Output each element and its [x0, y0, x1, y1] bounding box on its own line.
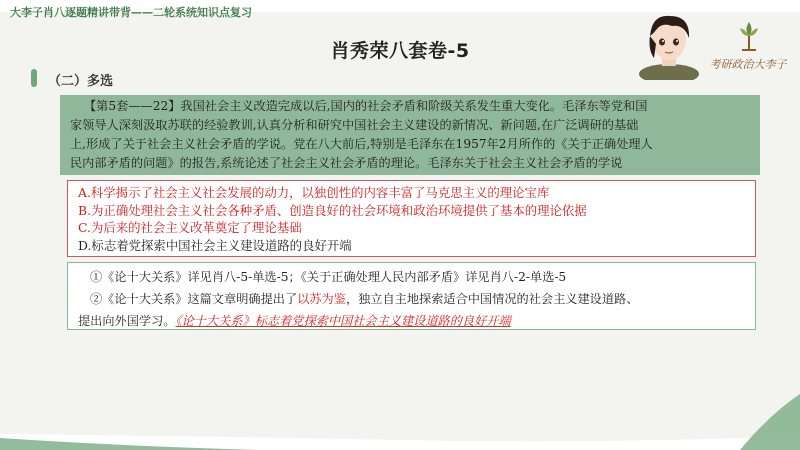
question-line: 家领导人深刻汲取苏联的经验教训,认真分析和研究中国社会主义建设的新情况、新问题,在广泛调研的基础 — [70, 118, 639, 132]
explanation-key-point: 《论十大关系》标志着党探索中国社会主义建设道路的良好开端 — [175, 314, 511, 328]
question-line: 【第5套——22】我国社会主义改造完成以后,国内的社会矛盾和阶级关系发生重大变化。毛泽东等党和国 — [84, 99, 648, 113]
question-line: 民内部矛盾的问题》的报告,系统论述了社会主义社会矛盾的理论。毛泽东关于社会主义社会矛盾的学说 — [70, 156, 623, 170]
option-c: C.为后来的社会主义改革奠定了理论基础 — [78, 220, 302, 235]
bottom-decoration — [0, 394, 800, 450]
section-marker — [31, 69, 37, 87]
explanation-line-3 — [78, 310, 747, 332]
explanation-text: ②《论十大关系》这篇文章明确提出了 — [90, 292, 298, 306]
option-a: A.科学揭示了社会主义社会发展的动力，以独创性的内容丰富了马克思主义的理论宝库 — [78, 185, 550, 200]
question-line: 上,形成了关于社会主义社会矛盾的学说。党在八大前后,特别是毛泽东在1957年2月所作的《关于正确处理人 — [70, 137, 653, 151]
option-b: B.为正确处理社会主义社会各种矛盾、创造良好的社会环境和政治环境提供了基本的理论依据 — [78, 202, 587, 218]
logo-text: 考研政治大李子 — [709, 58, 787, 71]
explanation — [67, 262, 756, 330]
option-d: D.标志着党探索中国社会主义建设道路的良好开端 — [78, 237, 352, 253]
explanation-line-1: ①《论十大关系》详见肖八-5-单选-5；《关于正确处理人民内部矛盾》详见肖八-2-单选-5 — [90, 270, 567, 284]
explanation-text: ，独立自主地探索适合中国情况的社会主义建设道路、 — [345, 292, 639, 306]
slide-title: 肖秀荣八套卷-5 — [330, 40, 470, 62]
section-heading: （二）多选 — [48, 74, 114, 89]
logo-mark-icon — [736, 20, 762, 52]
options-list — [67, 180, 756, 257]
explanation-text: 提出向外国学习。 — [78, 314, 176, 328]
avatar — [632, 10, 706, 80]
series-title: 大李子肖八逐题精讲带背——二轮系统知识点复习 — [10, 6, 252, 19]
explanation-line-2 — [78, 288, 747, 310]
explanation-highlight: 以苏为鉴 — [297, 292, 346, 306]
question-stem — [60, 95, 760, 175]
brand-logo — [706, 20, 790, 78]
